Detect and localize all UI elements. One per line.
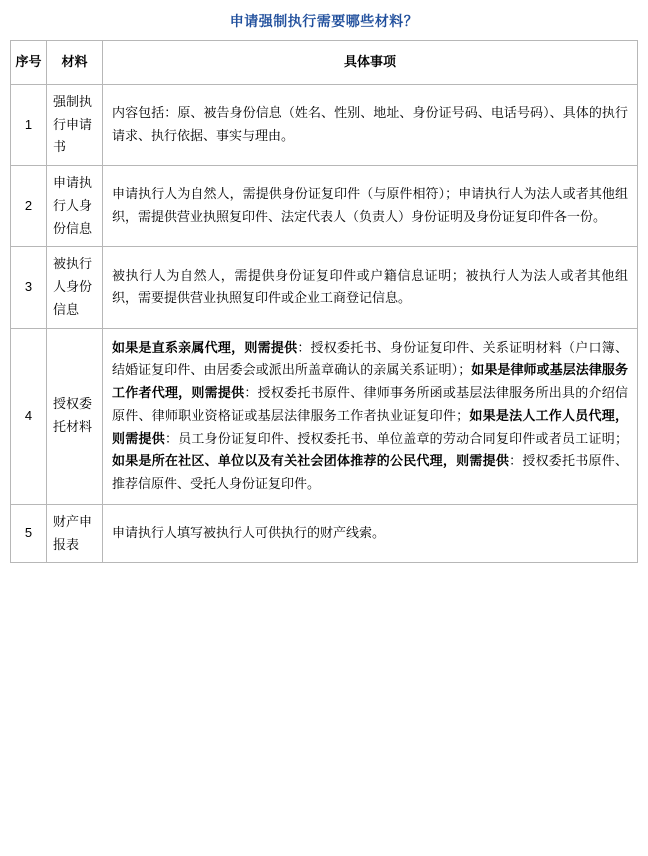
- table-row: [11, 328, 638, 504]
- detail-segment: ：授权委托书、身份证复印件、关系证明材料（户口簿、结婚证复印件、由居委会或派出所盖章确认的亲属关系证明）；: [112, 339, 628, 378]
- table-row: [11, 84, 638, 165]
- cell-seq: 4: [11, 328, 47, 504]
- detail-segment: 如果是律师或基层法律服务工作者代理，则需提供: [112, 362, 628, 400]
- cell-detail: [103, 328, 638, 504]
- column-header-seq-label: 序号: [15, 53, 42, 69]
- cell-seq: 2: [11, 166, 47, 247]
- page-title: 申请强制执行需要哪些材料？: [229, 13, 419, 29]
- detail-segment: ：员工身份证复印件、授权委托书、单位盖章的劳动合同复印件或者员工证明；: [164, 430, 628, 446]
- detail-segment: 如果是所在社区、单位以及有关社会团体推荐的公民代理，则需提供: [112, 453, 510, 469]
- detail-segment: ：授权委托书原件、律师事务所函或基层法律服务所出具的介绍信原件、律师职业资格证或基层法律服务工作者执业证复印件；: [112, 385, 628, 423]
- cell-seq: 3: [11, 247, 47, 328]
- detail-segment: 如果是直系亲属代理，则需提供: [112, 339, 298, 355]
- cell-detail: [103, 504, 638, 563]
- table-row: [11, 166, 638, 247]
- cell-detail: [103, 84, 638, 165]
- column-header-material: [47, 41, 103, 85]
- column-header-material-label: 材料: [61, 54, 88, 69]
- table-row: [11, 504, 638, 563]
- cell-seq: 5: [11, 504, 47, 563]
- table-body: [11, 84, 638, 563]
- table-header: [11, 41, 638, 85]
- materials-table: [10, 40, 638, 563]
- detail-segment: 申请执行人填写被执行人可供执行的财产线索。: [112, 525, 386, 541]
- cell-material: 申请执行人身份信息: [47, 166, 103, 247]
- cell-material: 强制执行申请书: [47, 84, 103, 165]
- table-header-row: [11, 41, 638, 85]
- cell-seq: 1: [11, 84, 47, 165]
- cell-detail: [103, 166, 638, 247]
- cell-material: 财产申报表: [47, 504, 103, 563]
- cell-detail: [103, 247, 638, 328]
- table-row: [11, 247, 638, 328]
- detail-segment: 如果是法人工作人员代理，则需提供: [112, 407, 628, 446]
- detail-segment: 被执行人为自然人，需提供身份证复印件或户籍信息证明；被执行人为法人或者其他组织，需要提供营业执照复印件或企业工商登记信息。: [112, 267, 628, 306]
- detail-segment: 内容包括：原、被告身份信息（姓名、性别、地址、身份证号码、电话号码）、具体的执行请求、执行依据、事实与理由。: [112, 105, 628, 143]
- column-header-seq: [11, 41, 47, 85]
- detail-segment: ：授权委托书原件、推荐信原件、受托人身份证复印件。: [112, 453, 628, 491]
- column-header-detail: [103, 41, 638, 85]
- cell-material: 授权委托材料: [47, 328, 103, 504]
- detail-segment: 申请执行人为自然人，需提供身份证复印件（与原件相符）；申请执行人为法人或者其他组织，需提供营业执照复印件、法定代表人（负责人）身份证明及身份证复印件各一份。: [112, 186, 628, 225]
- column-header-detail-label: 具体事项: [343, 54, 396, 69]
- cell-material: 被执行人身份信息: [47, 247, 103, 328]
